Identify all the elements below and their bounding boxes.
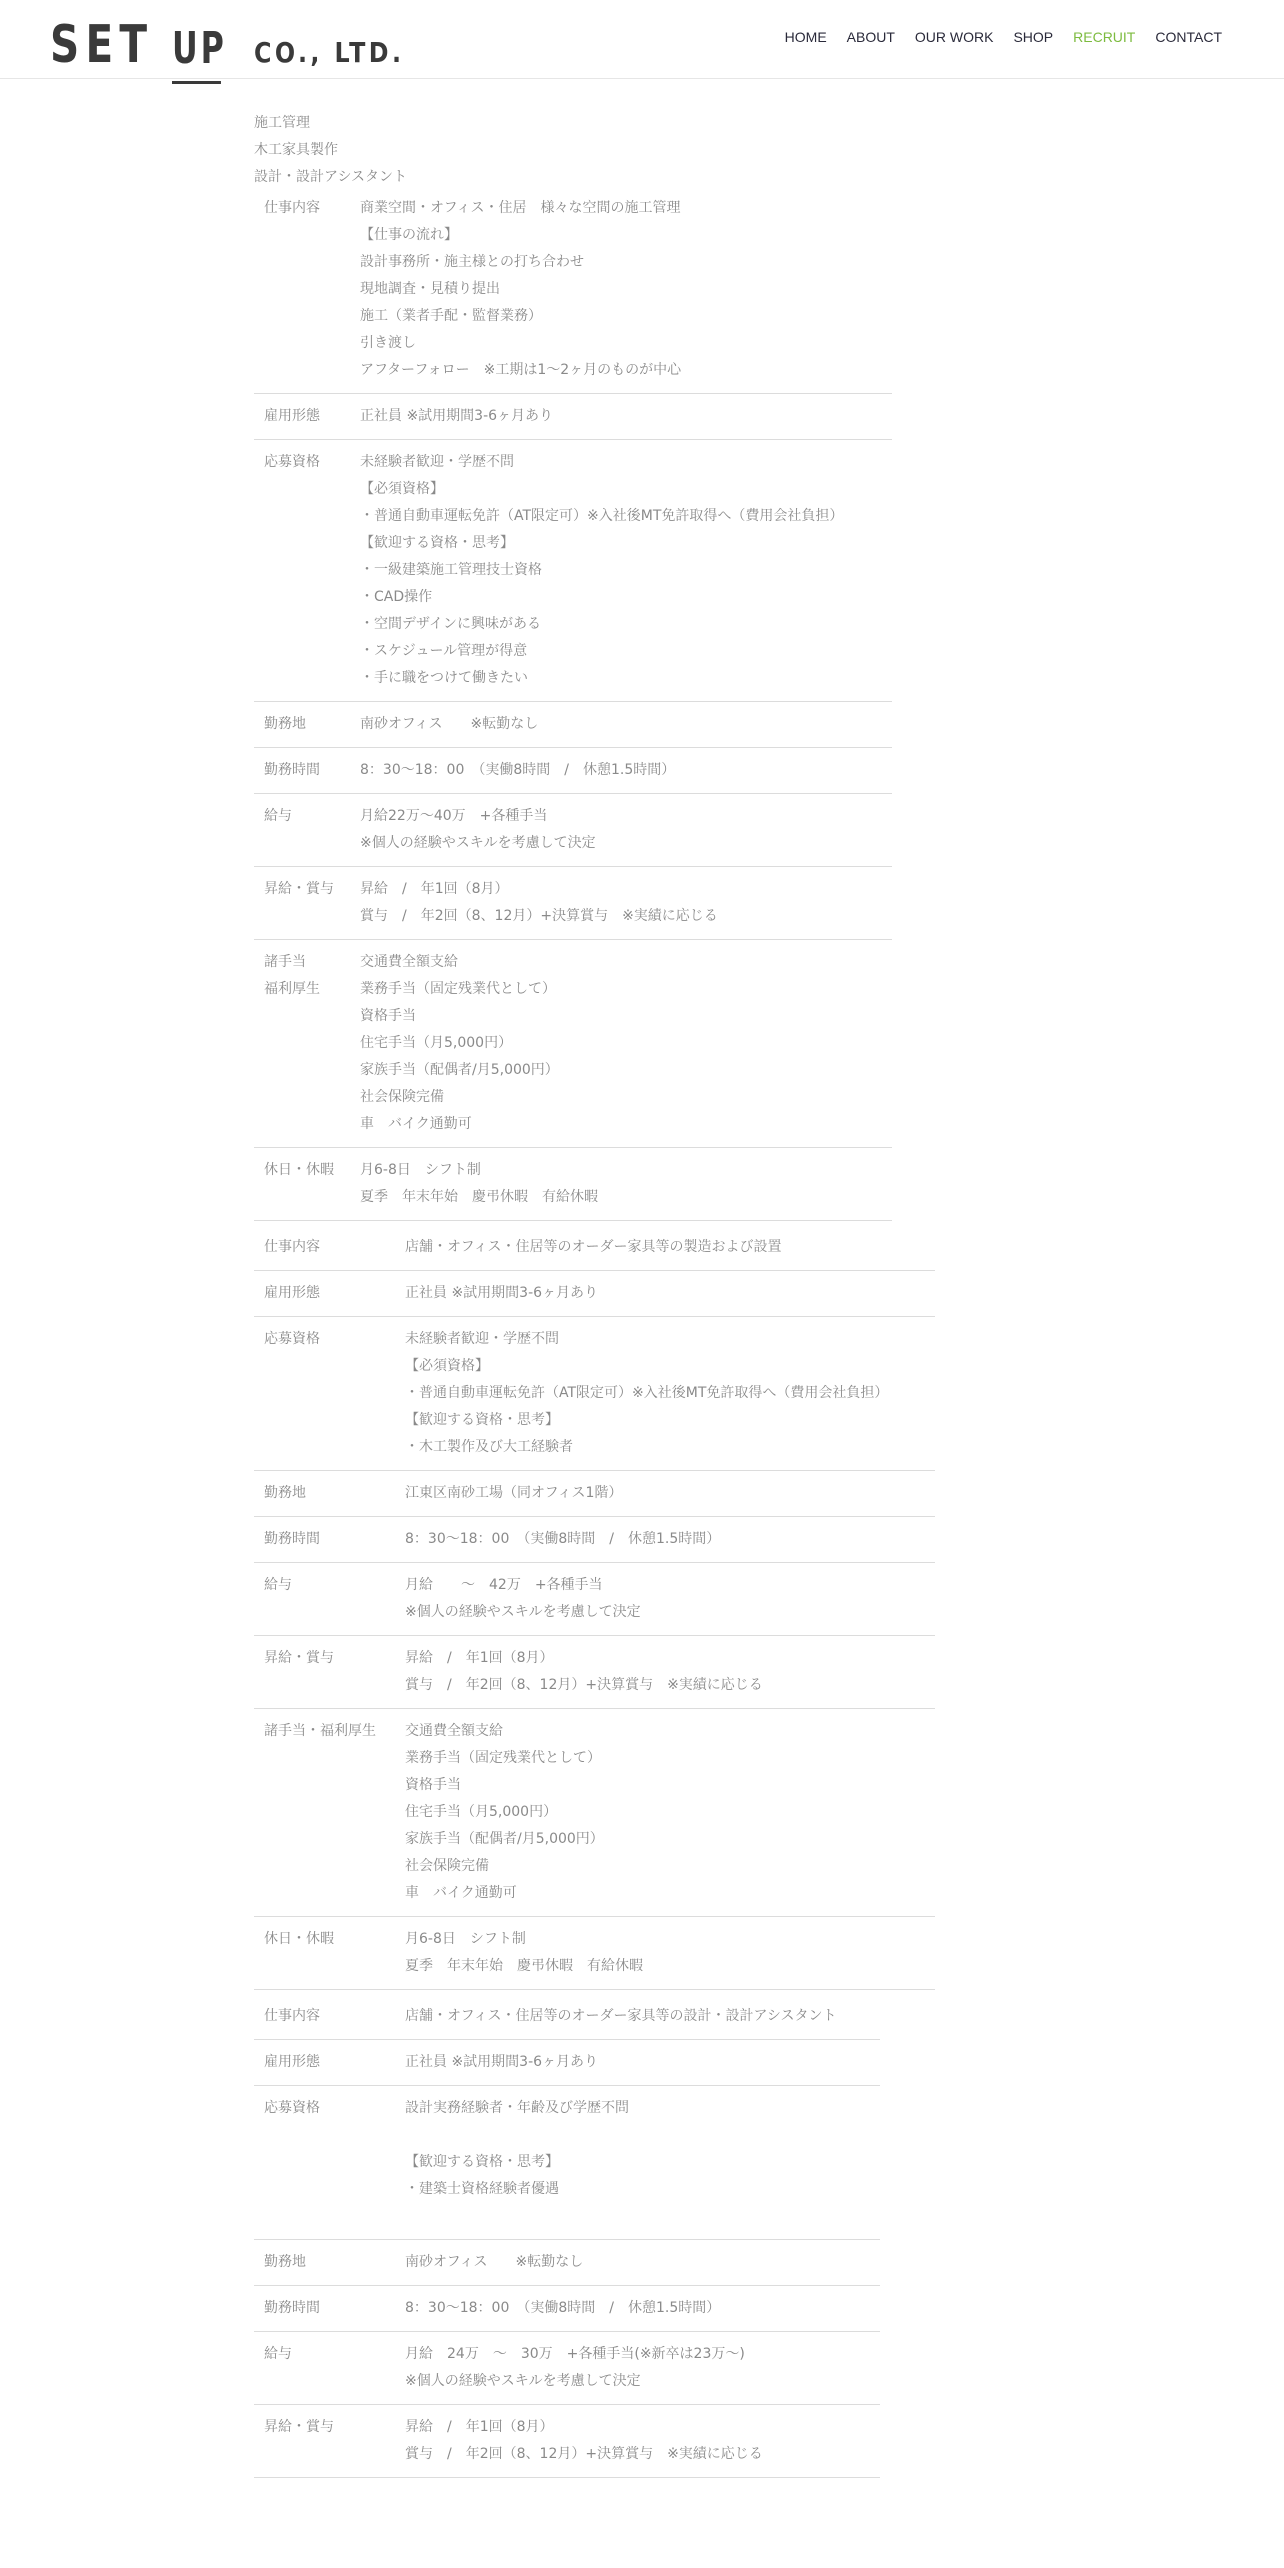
row-value-line: 家族手当（配偶者/月5,000円） — [360, 1062, 559, 1078]
job-row-value — [395, 2286, 880, 2332]
row-value-line: 業務手当（固定残業代として） — [405, 1750, 601, 1766]
row-value-line: 【必須資格】 — [405, 1358, 489, 1374]
job-row-value — [395, 1271, 935, 1317]
row-label-text: 勤務時間 — [264, 762, 320, 778]
logo-underline — [172, 81, 221, 84]
row-value-line: 店舗・オフィス・住居等のオーダー家具等の製造および設置 — [405, 1239, 782, 1255]
row-value-line: 【歓迎する資格・思考】 — [360, 535, 514, 551]
job-row-value — [395, 1563, 935, 1636]
job-row-value — [395, 2332, 880, 2405]
job-row — [254, 1271, 935, 1317]
job-row — [254, 440, 892, 702]
job-row — [254, 394, 892, 440]
row-label-text: 応募資格 — [264, 2100, 320, 2116]
row-value-line: ※個人の経験やスキルを考慮して決定 — [405, 2373, 641, 2389]
job-row-label — [254, 1636, 395, 1709]
job-row-label — [254, 1471, 395, 1517]
row-value-line: ・手に職をつけて働きたい — [360, 670, 528, 686]
job-row-label — [254, 2086, 395, 2240]
row-value-line: 正社員 ※試用期間3-6ヶ月あり — [360, 408, 554, 424]
nav-about[interactable]: ABOUT — [846, 29, 895, 45]
logo-up-text — [172, 23, 227, 74]
job-row-value — [395, 2086, 880, 2240]
row-label-text: 諸手当 — [264, 954, 306, 970]
job-row-value — [350, 394, 892, 440]
row-value-line: ・スケジュール管理が得意 — [360, 643, 528, 659]
job-row-value — [395, 2240, 880, 2286]
job-row-value — [350, 940, 892, 1148]
row-label-text: 勤務時間 — [264, 1531, 320, 1547]
job-row — [254, 702, 892, 748]
row-value-line: 設計事務所・施主様との打ち合わせ — [360, 254, 584, 270]
job-row-value — [395, 1317, 935, 1471]
row-value-line: 8：30～18：00 （実働8時間 / 休憩1.5時間） — [405, 1531, 721, 1547]
row-value-line: 住宅手当（月5,000円） — [405, 1804, 558, 1820]
job-row-value — [395, 2405, 880, 2478]
row-value-line: ※個人の経験やスキルを考慮して決定 — [360, 835, 596, 851]
job-row — [254, 867, 892, 940]
row-value-line: 夏季 年末年始 慶弔休暇 有給休暇 — [405, 1958, 643, 1974]
job-row — [254, 2405, 880, 2478]
row-value-line: 施工（業者手配・監督業務） — [360, 308, 542, 324]
row-value-line: 月給22万～40万 +各種手当 — [360, 808, 548, 824]
row-value-line: ※個人の経験やスキルを考慮して決定 — [405, 1604, 641, 1620]
row-label-text: 雇用形態 — [264, 2054, 320, 2070]
job-row-label — [254, 1917, 395, 1990]
row-value-line: ・普通自動車運転免許（AT限定可）※入社後MT免許取得へ（費用会社負担） — [405, 1385, 889, 1401]
job-row — [254, 2286, 880, 2332]
row-value-line: 正社員 ※試用期間3-6ヶ月あり — [405, 1285, 599, 1301]
row-label-text: 仕事内容 — [264, 200, 320, 216]
job-row — [254, 1471, 935, 1517]
row-value-line: 資格手当 — [360, 1008, 416, 1024]
row-label-text: 昇給・賞与 — [264, 1650, 334, 1666]
row-label-text: 応募資格 — [264, 1331, 320, 1347]
row-value-line: 夏季 年末年始 慶弔休暇 有給休暇 — [360, 1189, 598, 1205]
job-row-value — [395, 1471, 935, 1517]
row-label-text: 応募資格 — [264, 454, 320, 470]
job-row-label — [254, 1517, 395, 1563]
row-label-text: 給与 — [264, 808, 292, 824]
job-category-furniture: 木工家具製作 — [254, 142, 338, 158]
job-table-furniture — [254, 1225, 935, 1990]
row-value-line: 【仕事の流れ】 — [360, 227, 458, 243]
row-value-line: 賞与 / 年2回（8、12月）+決算賞与 ※実績に応じる — [405, 1677, 763, 1693]
row-value-line: 月給 24万 ～ 30万 +各種手当(※新卒は23万～) — [405, 2346, 745, 2362]
job-categories — [254, 110, 954, 191]
row-value-line: 社会保険完備 — [360, 1089, 444, 1105]
job-row — [254, 940, 892, 1148]
job-row — [254, 2240, 880, 2286]
row-value-line: 【歓迎する資格・思考】 — [405, 1412, 559, 1428]
row-value-line: 南砂オフィス ※転勤なし — [360, 716, 539, 732]
job-row — [254, 1517, 935, 1563]
row-value-line: ・CAD操作 — [360, 589, 433, 605]
job-row — [254, 794, 892, 867]
row-value-line: 未経験者歓迎・学歴不問 — [360, 454, 514, 470]
job-row — [254, 1994, 880, 2040]
job-row — [254, 2086, 880, 2240]
job-row-value — [350, 702, 892, 748]
job-row — [254, 193, 892, 394]
row-value-line: 昇給 / 年1回（8月） — [405, 1650, 554, 1666]
row-label-text: 休日・休暇 — [264, 1931, 334, 1947]
job-row-value — [350, 440, 892, 702]
row-value-line: 資格手当 — [405, 1777, 461, 1793]
job-row-label — [254, 702, 350, 748]
site-header — [0, 0, 1284, 79]
row-label-text: 勤務地 — [264, 1485, 306, 1501]
row-label-text: 仕事内容 — [264, 1239, 320, 1255]
job-row-label — [254, 748, 350, 794]
job-row-label — [254, 394, 350, 440]
job-row-value — [350, 748, 892, 794]
row-value-line: 車 バイク通勤可 — [360, 1116, 472, 1132]
row-value-line — [405, 2203, 870, 2230]
job-row-label — [254, 1271, 395, 1317]
logo-co-text: CO., LTD. — [254, 36, 405, 69]
row-value-line: 月給 ～ 42万 +各種手当 — [405, 1577, 603, 1593]
job-row — [254, 1317, 935, 1471]
row-value-line: 月6-8日 シフト制 — [405, 1931, 526, 1947]
job-row-value — [350, 794, 892, 867]
job-row — [254, 2040, 880, 2086]
job-row-label — [254, 940, 350, 1148]
job-row — [254, 1636, 935, 1709]
job-row-value — [395, 1917, 935, 1990]
row-label-text: 雇用形態 — [264, 408, 320, 424]
row-value-line: 賞与 / 年2回（8、12月）+決算賞与 ※実績に応じる — [405, 2446, 763, 2462]
logo-set-text: SET — [50, 15, 154, 75]
row-value-line: 昇給 / 年1回（8月） — [405, 2419, 554, 2435]
job-row-label — [254, 1225, 395, 1271]
company-logo[interactable] — [50, 4, 431, 74]
job-row-value — [395, 1517, 935, 1563]
job-row-value — [395, 1994, 880, 2040]
nav-our-work[interactable]: OUR WORK — [914, 29, 994, 45]
row-value-line: 業務手当（固定残業代として） — [360, 981, 556, 997]
row-value-line: 交通費全額支給 — [360, 954, 458, 970]
nav-recruit[interactable]: RECRUIT — [1073, 29, 1136, 45]
job-row-label — [254, 2405, 395, 2478]
row-value-line: ・木工製作及び大工経験者 — [405, 1439, 573, 1455]
row-label-text: 仕事内容 — [264, 2008, 320, 2024]
row-value-line: ・空間デザインに興味がある — [360, 616, 542, 632]
row-label-text: 給与 — [264, 1577, 292, 1593]
job-category-construction: 施工管理 — [254, 115, 310, 131]
row-value-line: アフターフォロー ※工期は1～2ヶ月のものが中心 — [360, 362, 682, 378]
job-row — [254, 1709, 935, 1917]
job-row-value — [395, 1636, 935, 1709]
row-value-line: 店舗・オフィス・住居等のオーダー家具等の設計・設計アシスタント — [405, 2008, 837, 2024]
job-table-construction — [254, 193, 892, 1221]
job-row-label — [254, 2332, 395, 2405]
row-value-line: 住宅手当（月5,000円） — [360, 1035, 513, 1051]
nav-shop[interactable]: SHOP — [1013, 29, 1054, 45]
row-label-text: 勤務地 — [264, 2254, 306, 2270]
job-row-label — [254, 794, 350, 867]
row-value-line: 商業空間・オフィス・住居 様々な空間の施工管理 — [360, 200, 681, 216]
row-value-line: 引き渡し — [360, 335, 416, 351]
row-value-line: ・建築士資格経験者優遇 — [405, 2181, 559, 2197]
row-value-line: ・一級建築施工管理技士資格 — [360, 562, 542, 578]
row-value-line: 江東区南砂工場（同オフィス1階） — [405, 1485, 623, 1501]
row-value-line: 【歓迎する資格・思考】 — [405, 2154, 559, 2170]
job-row-label — [254, 193, 350, 394]
row-value-line: 家族手当（配偶者/月5,000円） — [405, 1831, 604, 1847]
row-value-line: 現地調査・見積り提出 — [360, 281, 500, 297]
row-label-text: 勤務地 — [264, 716, 306, 732]
row-value-line: 月6-8日 シフト制 — [360, 1162, 481, 1178]
nav-home[interactable]: HOME — [784, 29, 827, 45]
row-label-text: 諸手当・福利厚生 — [264, 1723, 376, 1739]
job-row-label — [254, 1994, 395, 2040]
job-row-label — [254, 2240, 395, 2286]
row-value-line: 正社員 ※試用期間3-6ヶ月あり — [405, 2054, 599, 2070]
job-row-label — [254, 440, 350, 702]
job-row — [254, 1148, 892, 1221]
job-row-label — [254, 1148, 350, 1221]
job-row-value — [395, 2040, 880, 2086]
row-label-text: 勤務時間 — [264, 2300, 320, 2316]
job-row-label — [254, 1709, 395, 1917]
row-value-line — [405, 2122, 870, 2149]
row-value-line: 昇給 / 年1回（8月） — [360, 881, 509, 897]
job-row-value — [350, 867, 892, 940]
row-value-line: 【必須資格】 — [360, 481, 444, 497]
job-row-label — [254, 1317, 395, 1471]
job-row — [254, 1225, 935, 1271]
job-row — [254, 1917, 935, 1990]
job-row-value — [350, 193, 892, 394]
job-row-label — [254, 867, 350, 940]
row-value-line: 南砂オフィス ※転勤なし — [405, 2254, 584, 2270]
recruit-content — [254, 110, 954, 2478]
job-row-label — [254, 2286, 395, 2332]
job-row-label — [254, 2040, 395, 2086]
logo-up-label: UP — [172, 23, 227, 74]
main-nav — [785, 29, 1222, 45]
row-value-line: 未経験者歓迎・学歴不問 — [405, 1331, 559, 1347]
job-row-label — [254, 1563, 395, 1636]
job-row — [254, 2332, 880, 2405]
job-row — [254, 1563, 935, 1636]
job-row-value — [350, 1148, 892, 1221]
row-label-text: 昇給・賞与 — [264, 881, 334, 897]
row-value-line: 交通費全額支給 — [405, 1723, 503, 1739]
row-label-text: 給与 — [264, 2346, 292, 2362]
row-label-text: 昇給・賞与 — [264, 2419, 334, 2435]
row-value-line: 車 バイク通勤可 — [405, 1885, 517, 1901]
row-value-line: 設計実務経験者・年齢及び学歴不問 — [405, 2100, 629, 2116]
row-label-text: 雇用形態 — [264, 1285, 320, 1301]
job-row-value — [395, 1709, 935, 1917]
job-row — [254, 748, 892, 794]
nav-contact[interactable]: CONTACT — [1155, 29, 1222, 45]
row-value-line: 賞与 / 年2回（8、12月）+決算賞与 ※実績に応じる — [360, 908, 718, 924]
row-value-line: 8：30～18：00 （実働8時間 / 休憩1.5時間） — [405, 2300, 721, 2316]
job-table-design — [254, 1994, 880, 2478]
job-row-value — [395, 1225, 935, 1271]
row-value-line: 8：30～18：00 （実働8時間 / 休憩1.5時間） — [360, 762, 676, 778]
row-value-line: 社会保険完備 — [405, 1858, 489, 1874]
row-label-text: 休日・休暇 — [264, 1162, 334, 1178]
job-category-design: 設計・設計アシスタント — [254, 169, 408, 185]
row-label-text: 福利厚生 — [264, 981, 320, 997]
row-value-line: ・普通自動車運転免許（AT限定可）※入社後MT免許取得へ（費用会社負担） — [360, 508, 844, 524]
